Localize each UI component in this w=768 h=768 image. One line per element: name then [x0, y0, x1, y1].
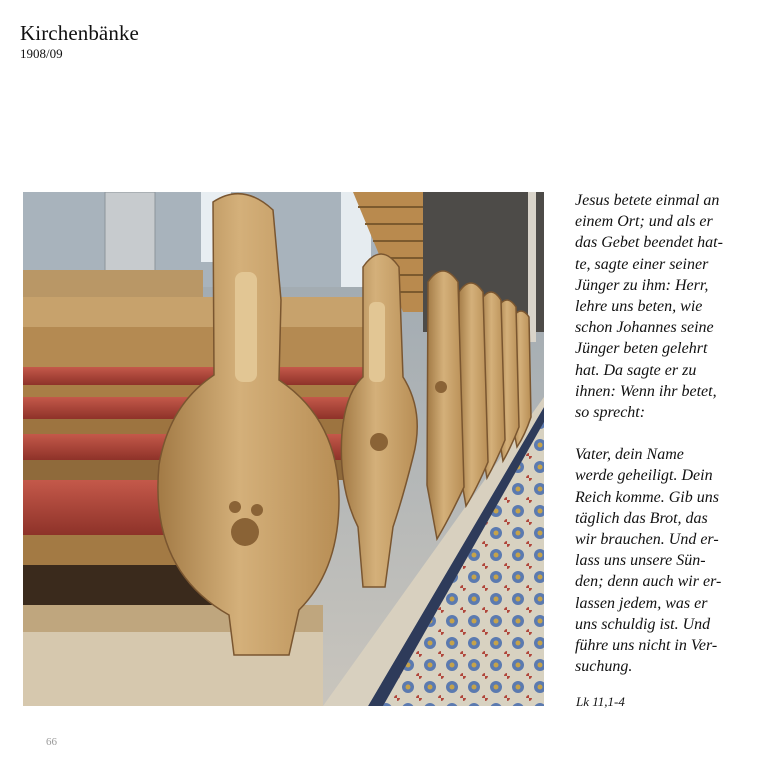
verse-paragraph-2: Vater, dein Name werde geheiligt. Dein Reich komme. Gib uns täglich das Brot, das wir brauchen. Und er- lass uns unsere Sün- den; denn auch wir er- lassen jedem, was er uns schuldig ist. Und führe uns nicht in Ver- suchung.: [575, 446, 722, 676]
page-number: 66: [46, 736, 57, 748]
church-pews-photo: [23, 192, 544, 706]
bible-reference: Lk 11,1-4: [576, 694, 625, 709]
verse-paragraph-1: Jesus betete einmal an einem Ort; und als er das Gebet beendet hat- te, sagte einer seiner Jünger zu ihm: Herr, lehre uns beten, wie schon Johannes seine Jünger beten gelehrt hat. Da sagte er zu ihnen: Wenn ihr betet, so sprecht:: [575, 192, 723, 422]
page-date: 1908/09: [20, 46, 63, 61]
page-title: Kirchenbänke: [20, 21, 139, 45]
bible-verse-text: [575, 190, 755, 677]
